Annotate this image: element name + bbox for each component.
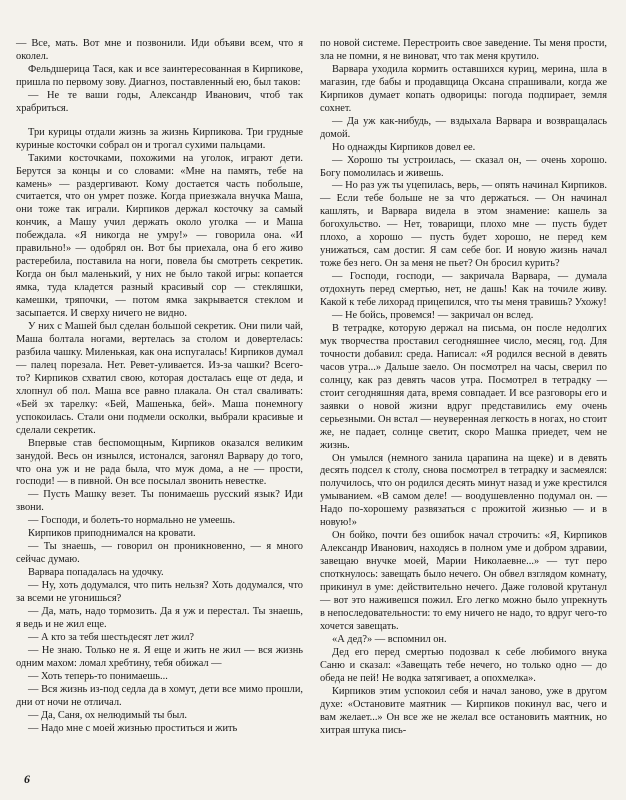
paragraph: Такими косточками, похожими на уголок, играют дети. Берутся за концы и со словами: «Мне на память, тебе на камень» — раздергивают. Кому достается часть побольше, считается, что он умрет позже. Когда приезжала внучка Маша, они тоже так играли. Кирпиков держал косточку за самый кончик, а Машу учил держать около уголка — и Маша побеждала. «Я никогда не умру!» — говорила она. «И правильно!» — одобрял он. Вот бы приехала, она б его живо растеребила, поставила на ноги, повела бы смотреть секретик. Когда он был маленький, у них не было такой игры: копается ямка, туда кладется разный красивый сор — стекляшки, камешки, тряпочки, — потом ямка закрывается стеклом и засыпается. И сверху ничего не видно. xyxy=(16,152,303,320)
paragraph: — Да, мать, надо тормозить. Да я уж и перестал. Ты знаешь, я ведь и не жил еще. xyxy=(16,605,303,630)
paragraph: Фельдшерица Тася, как и все заинтересованная в Кирпикове, пришла по первому зову. Диагноз, поставленный ею, был таков: xyxy=(16,63,303,88)
paragraph: Кирпиков этим успокоил себя и начал заново, уже в другом духе: «Остановите маятник — Кирпиков покинул вас, чего и вам желает...» Он все же не желал все остановить маятник, но хитрая штука пись- xyxy=(320,685,607,736)
paragraph: — Все, мать. Вот мне и позвонили. Иди объяви всем, что я околел. xyxy=(16,38,303,62)
paragraph: Варвара попадалась на удочку. xyxy=(28,567,164,579)
paragraph: — Господи, господи, — закричала Варвара, — думала отдохнуть перед смертью, нет, не дашь! Как на точиле живу. Какой к тебе лихорад прицепился, что ты меня травишь? Ухожу! xyxy=(320,271,607,309)
paragraph: Кирпиков приподнимался на кровати. xyxy=(28,528,196,540)
paragraph: Впервые став беспомощным, Кирпиков оказался великим занудой. Весь он изнылся, истонался, загонял Варвару до того, что она уж и не рада была, что муж дома, а не — прости, господи! — в пивной. Он все посылал звонить невестке. xyxy=(16,437,303,488)
paragraph: — Хоть теперь-то понимаешь... xyxy=(28,670,168,682)
paragraph: — Не бойсь, провемся! — закричал он вслед. xyxy=(332,310,534,322)
paragraph: — Да, Саня, ох нелюдимый ты был. xyxy=(28,709,188,721)
paragraph: Дед его перед смертью подозвал к себе любимого внука Саню и сказал: «Завещать тебе нечего, но только одно — до обеда не пей! Не водка затягивает, а опохмелка». xyxy=(320,646,607,684)
paragraph: Три курицы отдали жизнь за жизнь Кирпикова. Три грудные куриные косточки собрал он и трогал сухими пальцами. xyxy=(16,126,303,151)
paragraph: — Но раз уж ты уцепилась, верь, — опять начинал Кирпиков. — Если тебе больше не за что держаться. — Он начинал кашлять, и Варвара видела в этом знамение: кашель за богохульство. — Нет, товарищи, плохо мне — пусть будет плохо, а хорошо — пусть будет хорошо, не перед кем унижаться, сам достиг. Я сам себе бог. И новую жизнь начал тоже без него. Он за меня не пьет? Он бросил курить? xyxy=(320,180,607,270)
paragraph: — Да уж как-нибудь, — вздыхала Варвара и возвращалась домой. xyxy=(320,115,607,140)
paragraph: — Вся жизнь из-под седла да в хомут, дети все мимо прошли, дни от ночи не отличал. xyxy=(16,683,303,708)
paragraph: — Господи, и болеть-то нормально не умеешь. xyxy=(28,515,236,527)
paragraph: — Не знаю. Только не я. Я еще и жить не жил — вся жизнь одним махом: ломал хребтину, тебя обижал — xyxy=(16,644,303,669)
paragraph: — Ты знаешь, — говорил он проникновенно, — я много сейчас думаю. xyxy=(16,541,303,566)
right-column xyxy=(320,38,607,737)
paragraph: — Надо мне с моей жизнью проститься и жить xyxy=(28,722,238,734)
paragraph: Варвара уходила кормить оставшихся куриц, мерина, шла в магазин, где бабы и продавщица Оксана спрашивали, когда же Кирпиков думает копать одворицы: погода подпирает, земля сохнет. xyxy=(320,63,607,114)
left-column xyxy=(16,38,303,736)
paragraph: Он умылся (немного занила царапина на щеке) и в девять десять подсел к столу, снова посмотрел в тетрадку и засмеялся: получилось, что он родился десять минут назад и уже крестился умыванием. «В самом деле! — воодушевленно подумал он. — Надо по-хорошему развязаться с прожитой жизнью — и в новую!» xyxy=(320,452,607,529)
paragraph: по новой системе. Перестроить свое заведение. Ты меня прости, зла не помни, я не виноват, что так меня крутило. xyxy=(320,38,607,62)
paragraph: — А кто за тебя шестьдесят лет жил? xyxy=(28,631,194,643)
paragraph: «А дед?» — вспомнил он. xyxy=(332,633,447,645)
paragraph: — Ну, хоть додумался, что пить нельзя? Хоть додумался, что за всеми не угонишься? xyxy=(16,580,303,605)
paragraph: — Пусть Машку везет. Ты понимаешь русский язык? Иди звони. xyxy=(16,489,303,514)
paragraph: В тетрадке, которую держал на письма, он после недолгих мук творчества проставил сегодняшнее число, месяц, год. Для точности добавил: среда. Написал: «Я родился весной в девять часов утра...» Дальше заело. Он посмотрел на часы, сверил по солнцу, как раз девять часов утра. Посмотрел в тетрадку — стоит сегодняшняя дата, время совпадает. И все разговоры его и заявки о новой жизни вдруг представились ему очень серьезными. Он встал — неуверенная легкость в ногах, но стоит же, не падает, солнце светит, скоро Машка приедет, чем не жизнь. xyxy=(320,322,607,451)
paragraph: Но однажды Кирпиков довел ее. xyxy=(332,141,476,153)
page-number: 6 xyxy=(24,772,30,786)
paragraph: У них с Машей был сделан большой секретик. Они пили чай, Маша болтала ногами, вертелась за столом и довертелась: разбила чашку. Миленькая, как она испугалась! Кирпиков думал — палец порезала. Нет. Ревет-уливается. Из-за чашки? Всего-то? Кирпиков схватил свою, которая досталась еще от деда, и хлопнул об пол. Маша все равно плакала. Он стал сваливать: «Бей эх тарелку: «Бей, Машенька, бей». Маша понемногу успокоилась. Стали они подмели осколки, выбрали красивые и сделали секретик. xyxy=(16,321,303,436)
paragraph: Он бойко, почти без ошибок начал строчить: «Я, Кирпиков Александр Иванович, находясь в полном уме и добром здравии, завещаю внучке моей, Марии Николаевне...» — тут перо споткнулось: завещать было нечего. Он обвел взглядом комнату, прикинул в уме: действительно нечего. Даже головой крутанул — вот это наживешся пожил. Его легко можно было упрекнуть в непоследовательности: то ему ничего не надо, то вдруг чего-то хочется завещать. xyxy=(320,530,607,632)
paragraph: — Хорошо ты устроилась, — сказал он, — очень хорошо. Богу помолилась и живешь. xyxy=(320,154,607,179)
paragraph: — Не те ваши годы, Александр Иванович, чтоб так храбриться. xyxy=(16,89,303,114)
